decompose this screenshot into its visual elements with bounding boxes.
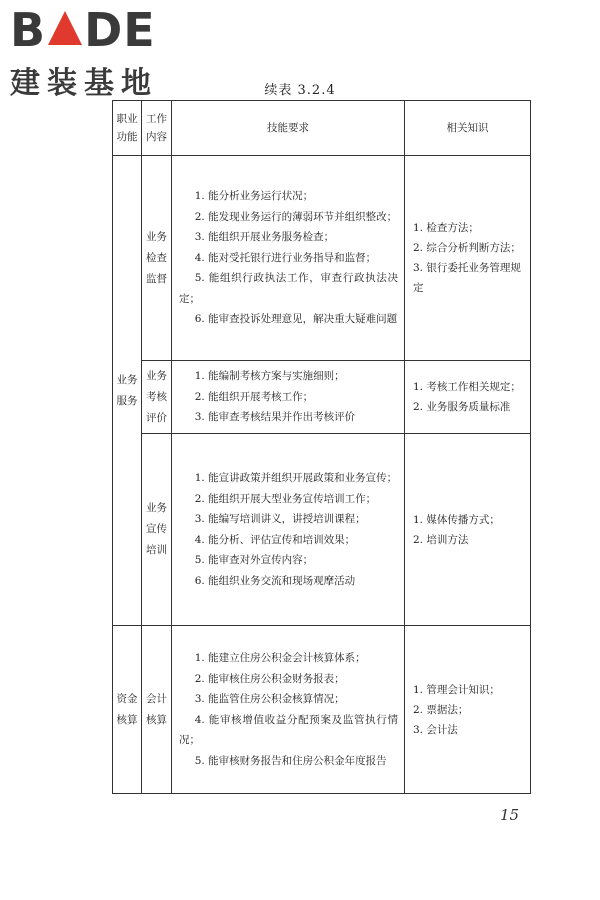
content-cell: 会计 核算	[142, 626, 172, 794]
header-occupational-function: 职业 功能	[113, 101, 142, 156]
table-row	[113, 156, 531, 361]
content-cell: 业务 检查 监督	[142, 156, 172, 361]
logo-wordmark: B DE	[10, 3, 156, 57]
header-skill-requirements: 技能要求	[172, 101, 405, 156]
function-cell-fund-accounting: 资金 核算	[113, 626, 142, 794]
header-work-content: 工作 内容	[142, 101, 172, 156]
page-number: 15	[500, 806, 520, 824]
content-cell: 业务 宣传 培训	[142, 434, 172, 626]
function-cell-business-service: 业务 服务	[113, 156, 142, 626]
table-row	[113, 434, 531, 626]
skills-cell: 1. 能分析业务运行状况； 2. 能发现业务运行的薄弱环节并组织整改； 3. 能组织开展业务服务检查； 4. 能对受托银行进行业务指导和监督； 5. 能组织行政执法工作，审查行政执法决定； 6. 能审查投诉处理意见，解决重大疑难问题	[172, 156, 405, 361]
header-related-knowledge: 相关知识	[405, 101, 531, 156]
skills-cell: 1. 能宣讲政策并组织开展政策和业务宣传； 2. 能组织开展大型业务宣传培训工作； 3. 能编写培训讲义，讲授培训课程； 4. 能分析、评估宣传和培训效果； 5. 能审查对外宣传内容； 6. 能组织业务交流和现场观摩活动	[172, 434, 405, 626]
table-header-row	[113, 101, 531, 156]
table-row	[113, 361, 531, 434]
knowledge-cell: 1. 媒体传播方式； 2. 培训方法	[405, 434, 531, 626]
knowledge-cell: 1. 管理会计知识； 2. 票据法； 3. 会计法	[405, 626, 531, 794]
content-cell: 业务 考核 评价	[142, 361, 172, 434]
table-row	[113, 626, 531, 794]
skills-cell: 1. 能建立住房公积金会计核算体系； 2. 能审核住房公积金财务报表； 3. 能监管住房公积金核算情况； 4. 能审核增值收益分配预案及监管执行情况； 5. 能审核财务报告和住房公积金年度报告	[172, 626, 405, 794]
knowledge-cell: 1. 检查方法； 2. 综合分析判断方法； 3. 银行委托业务管理规定	[405, 156, 531, 361]
logo-triangle-icon	[48, 11, 82, 45]
table-caption: 续表 3.2.4	[264, 83, 336, 98]
knowledge-cell: 1. 考核工作相关规定； 2. 业务服务质量标准	[405, 361, 531, 434]
skills-cell: 1. 能编制考核方案与实施细则； 2. 能组织开展考核工作； 3. 能审查考核结果并作出考核评价	[172, 361, 405, 434]
skills-table	[112, 100, 531, 794]
logo-tagline: 建装基地	[10, 66, 158, 101]
